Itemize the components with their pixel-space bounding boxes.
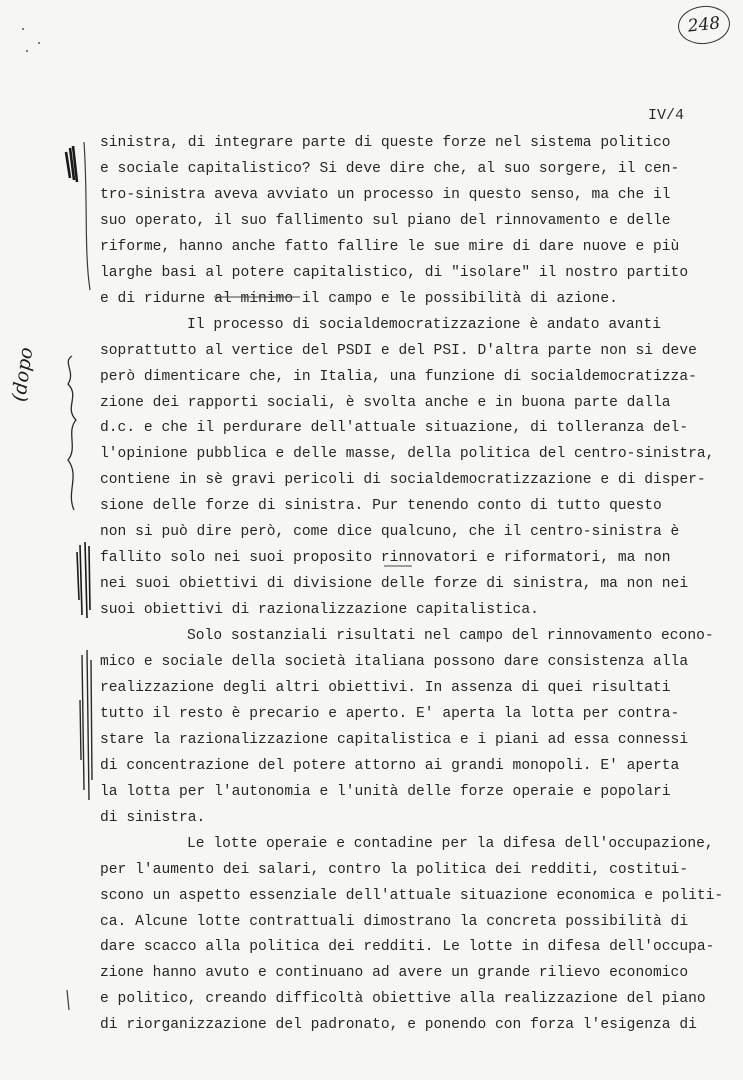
text-line: nei suoi obiettivi di divisione delle forze di sinistra, ma non nei bbox=[100, 576, 689, 593]
text-line: sione delle forze di sinistra. Pur tenendo conto di tutto questo bbox=[100, 498, 662, 515]
paper-speck bbox=[22, 28, 24, 30]
text-line: l'opinione pubblica e delle masse, della politica del centro-sinistra, bbox=[100, 446, 715, 463]
text-line: scono un aspetto essenziale dell'attuale situazione economica e politi- bbox=[100, 887, 724, 904]
text-line: zione dei rapporti sociali, è svolta anche e in buona parte dalla bbox=[100, 394, 671, 411]
text-line: di sinistra. bbox=[100, 809, 206, 826]
text-line: non si può dire però, come dice qualcuno, che il centro-sinistra è bbox=[100, 524, 680, 541]
margin-brace-2 bbox=[68, 356, 76, 510]
page-number: IV/4 bbox=[648, 107, 685, 124]
archive-stamp: 248 bbox=[676, 3, 732, 46]
text-line: però dimenticare che, in Italia, una funzione di socialdemocratizza- bbox=[100, 368, 697, 385]
text-line: fallito solo nei suoi proposito rinnovatori e riformatori, ma non bbox=[100, 550, 671, 567]
text-line: tro-sinistra aveva avviato un processo in questo senso, ma che il bbox=[100, 186, 671, 203]
text-line: sinistra, di integrare parte di queste forze nel sistema politico bbox=[100, 135, 671, 151]
text-line: mico e sociale della società italiana possono dare consistenza alla bbox=[100, 654, 689, 670]
text-line: per l'aumento dei salari, contro la politica dei redditi, costitui- bbox=[100, 861, 689, 878]
text-line: Le lotte operaie e contadine per la difesa dell'occupazione, bbox=[187, 835, 714, 852]
text-line: di concentrazione del potere attorno ai grandi monopoli. E' aperta bbox=[100, 757, 680, 774]
text-line: di riorganizzazione del padronato, e ponendo con forza l'esigenza di bbox=[100, 1017, 697, 1034]
text-line: Solo sostanziali risultati nel campo del rinnovamento econo- bbox=[187, 628, 714, 645]
text-line: stare la razionalizzazione capitalistica e i piani ad essa connessi bbox=[100, 731, 689, 748]
handwritten-margin-note: (dopo bbox=[8, 345, 38, 404]
margin-bracket-1 bbox=[84, 142, 90, 290]
text-line: suoi obiettivi di razionalizzazione capitalistica. bbox=[100, 602, 539, 619]
text-line: realizzazione degli altri obiettivi. In assenza di quei risultati bbox=[100, 679, 671, 696]
text-line: ca. Alcune lotte contrattuali dimostrano la concreta possibilità di bbox=[100, 913, 689, 930]
text-line: suo operato, il suo fallimento sul piano del rinnovamento e delle bbox=[100, 212, 671, 229]
margin-mark-4 bbox=[80, 650, 92, 800]
paper-speck bbox=[38, 42, 40, 44]
text-line: e sociale capitalistico? Si deve dire che, al suo sorgere, il cen- bbox=[100, 160, 680, 177]
margin-mark-1 bbox=[66, 146, 77, 182]
text-line: e politico, creando difficoltà obiettive alla realizzazione del piano bbox=[100, 991, 706, 1008]
text-line: tutto il resto è precario e aperto. E' aperta la lotta per contra- bbox=[100, 705, 680, 722]
text-line: d.c. e che il perdurare dell'attuale situazione, di tolleranza del- bbox=[100, 420, 689, 437]
text-line: dare scacco alla politica dei redditi. Le lotte in difesa dell'occupa- bbox=[100, 939, 715, 956]
margin-mark-3 bbox=[77, 542, 90, 618]
paper-speck bbox=[26, 50, 28, 52]
margin-mark-5 bbox=[67, 990, 69, 1010]
text-line: la lotta per l'autonomia e l'unità delle forze operaie e popolari bbox=[100, 783, 671, 800]
text-line: larghe basi al potere capitalistico, di "isolare" il nostro partito bbox=[100, 264, 689, 281]
text-line: riforme, hanno anche fatto fallire le sue mire di dare nuove e più bbox=[100, 238, 680, 255]
text-line: contiene in sè gravi pericoli di socialdemocratizzazione e di disper- bbox=[100, 472, 706, 489]
text-line: Il processo di socialdemocratizzazione è andato avanti bbox=[187, 316, 661, 333]
text-line: e di ridurne al minimo il campo e le possibilità di azione. bbox=[100, 290, 618, 307]
text-line: soprattutto al vertice del PSDI e del PSI. D'altra parte non si deve bbox=[100, 342, 697, 359]
text-line: zione hanno avuto e continuano ad avere un grande rilievo economico bbox=[100, 965, 689, 982]
